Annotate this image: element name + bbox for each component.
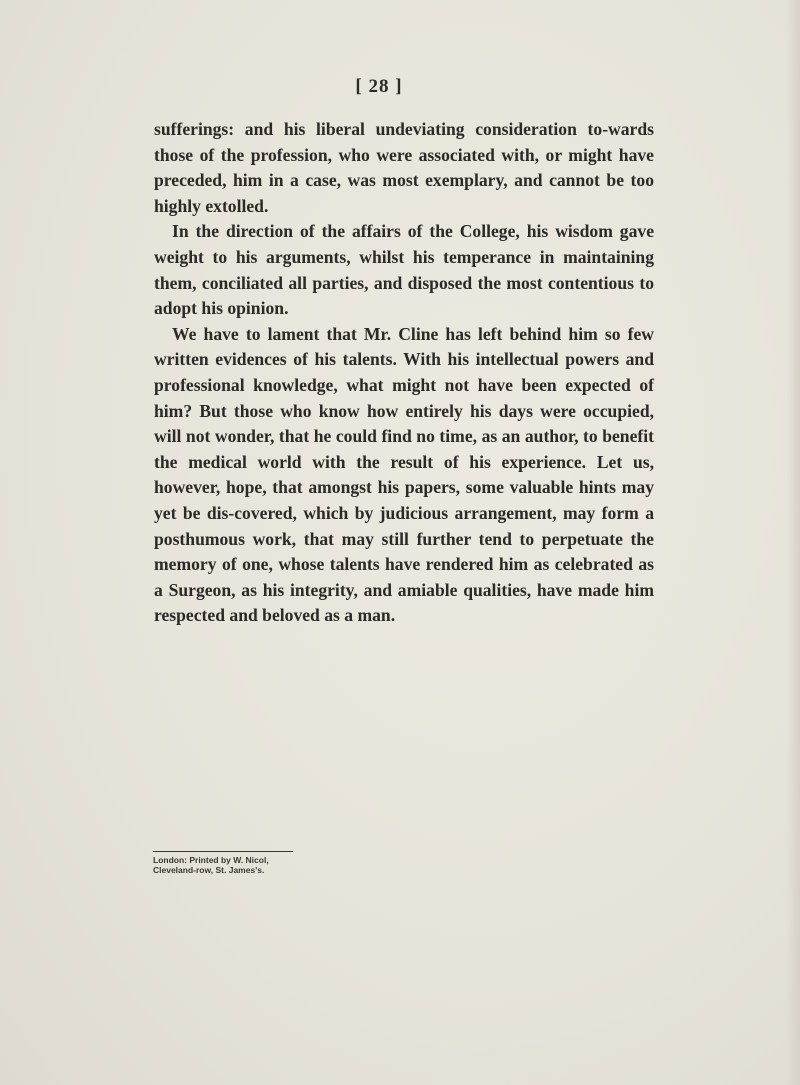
imprint-line-1: London: Printed by W. Nicol, — [153, 855, 269, 865]
paragraph-1: sufferings: and his liberal undeviating consideration to-wards those of the profession, who were associated with, or might have preceded, him in a case, was most exemplary, and cannot be too highly extolled. — [154, 119, 654, 216]
imprint-line-2: Cleveland-row, St. James's. — [153, 865, 265, 875]
page-number: [ 28 ] — [355, 76, 403, 97]
printer-imprint — [153, 851, 293, 875]
body-text — [154, 117, 654, 629]
page-edge-shadow — [786, 0, 800, 1085]
paragraph-2: In the direction of the affairs of the College, his wisdom gave weight to his arguments, whilst his temperance in maintaining them, conciliated all parties, and disposed the most contentious to adopt his opinion. — [154, 221, 654, 319]
paragraph-3: We have to lament that Mr. Cline has left behind him so few written evidences of his talents. With his intellectual powers and professional knowledge, what might not have been expected of him? But those who know how entirely his days were occupied, will not wonder, that he could find no time, as an author, to benefit the medical world with the result of his experience. Let us, however, hope, that amongst his papers, some valuable hints may yet be dis-covered, which by judicious arrangement, may form a posthumous work, that may still further tend to perpetuate the memory of one, whose talents have rendered him as celebrated as a Surgeon, as his integrity, and amiable qualities, have made him respected and beloved as a man. — [154, 323, 654, 626]
